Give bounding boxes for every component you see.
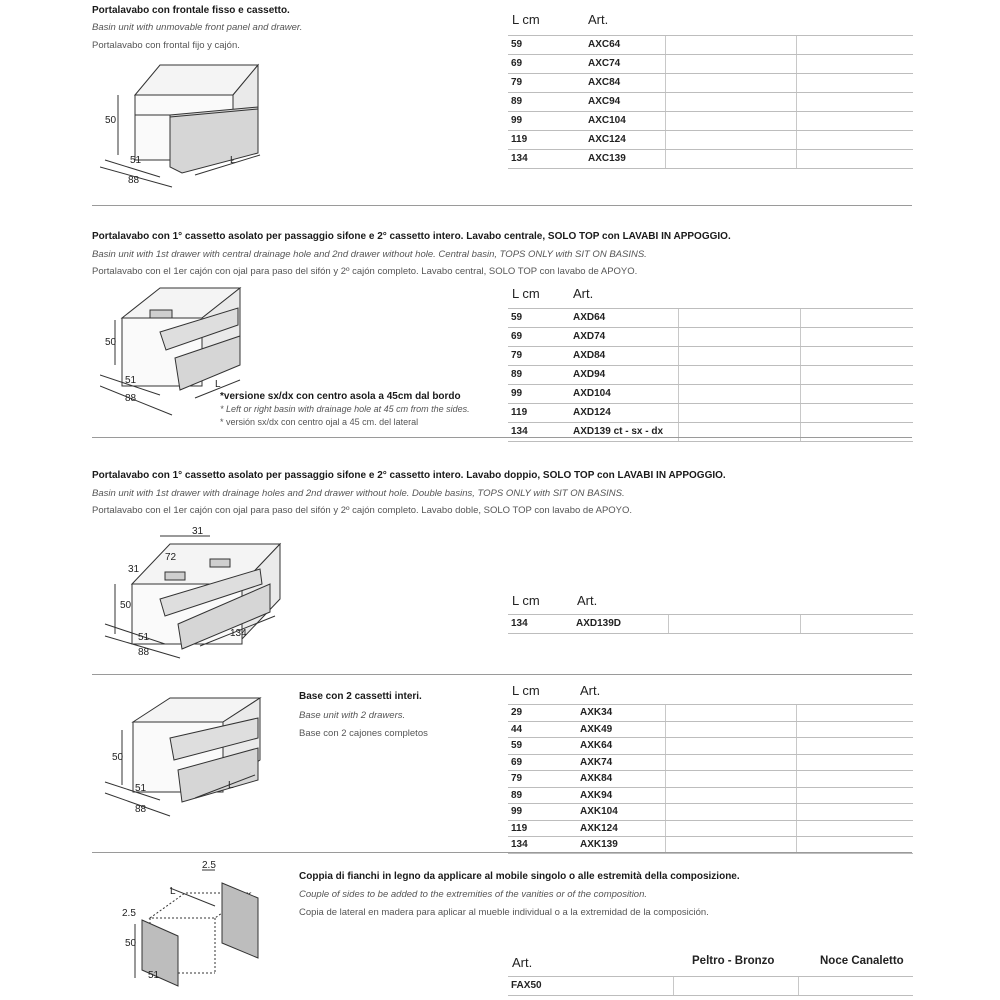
section-subtitle-en: Basin unit with 1st drawer with central drainage hole and 2nd drawer without hole. Central basin, TOPS ONLY with SIT ON BASINS.	[92, 249, 647, 260]
col-header-l: L cm	[512, 12, 540, 27]
side-panels-drawing	[110, 858, 270, 988]
section-title: Coppia di fianchi in legno da applicare al mobile singolo o alle estremità della composizione.	[299, 871, 740, 882]
dim-length: L	[228, 780, 234, 791]
dim-depth: 51	[125, 375, 137, 386]
dim-length: L	[230, 155, 236, 166]
note-it: *versione sx/dx con centro asola a 45cm dal bordo	[220, 391, 461, 402]
table-row: 69 AXC74	[508, 54, 913, 73]
dim-width: 88	[128, 175, 140, 186]
cabinet-drawing	[100, 55, 280, 190]
note-es: * versión sx/dx con centro ojal a 45 cm. del lateral	[220, 417, 419, 427]
col-header-finish-1: Peltro - Bronzo	[692, 955, 775, 967]
table-row: 119 AXD124	[508, 403, 913, 422]
table-row: 134 AXC139	[508, 149, 913, 169]
col-header-art: Art.	[580, 683, 601, 698]
table-row: 99 AXC104	[508, 111, 913, 130]
article-table	[508, 308, 913, 442]
table-row: FAX50	[508, 976, 913, 996]
col-header-art: Art.	[573, 286, 594, 301]
dim-b: 72	[165, 552, 177, 563]
section-title: Portalavabo con 1° cassetto asolato per passaggio sifone e 2° cassetto intero. Lavabo centrale, SOLO TOP con LAVABI IN APPOGGIO.	[92, 231, 731, 242]
table-row: 69 AXD74	[508, 327, 913, 346]
col-header-finish-2: Noce Canaletto	[820, 955, 904, 967]
table-row: 89 AXK94	[508, 787, 913, 804]
table-row: 44 AXK49	[508, 721, 913, 738]
dim-depth: 51	[135, 783, 147, 794]
dim-width: 88	[135, 804, 147, 815]
section-subtitle-en: Basin unit with 1st drawer with drainage holes and 2nd drawer without hole. Double basins, TOPS ONLY with SIT ON BASINS.	[92, 488, 625, 499]
section-divider	[92, 205, 912, 206]
cabinet-drawing	[100, 524, 300, 659]
dim-height: 50	[112, 752, 124, 763]
article-table	[508, 704, 913, 854]
cabinet-drawing	[100, 690, 275, 820]
section-subtitle-en: Couple of sides to be added to the extremities of the vanities or of the composition.	[299, 889, 648, 900]
col-header-l: L cm	[512, 286, 540, 301]
table-row: 59 AXK64	[508, 737, 913, 754]
table-row: 29 AXK34	[508, 704, 913, 721]
table-row: 134 AXD139D	[508, 614, 913, 634]
dim-height: 50	[125, 938, 137, 949]
table-row: 79 AXC84	[508, 73, 913, 92]
dim-width: 88	[125, 393, 137, 404]
dim-c: 31	[192, 526, 204, 537]
table-row: 69 AXK74	[508, 754, 913, 771]
table-row: 79 AXK84	[508, 770, 913, 787]
dim-thickness-top: 2.5	[202, 860, 216, 871]
section-title: Base con 2 cassetti interi.	[299, 691, 422, 702]
section-divider	[92, 674, 912, 675]
section-subtitle-es: Portalavabo con frontal fijo y cajón.	[92, 40, 240, 51]
article-table	[508, 976, 913, 996]
table-row: 99 AXD104	[508, 384, 913, 403]
table-row: 134 AXK139	[508, 836, 913, 854]
table-row: 89 AXC94	[508, 92, 913, 111]
table-row: 59 AXC64	[508, 35, 913, 54]
article-table	[508, 35, 913, 169]
dim-depth: 51	[130, 155, 142, 166]
article-table	[508, 614, 913, 634]
dim-height: 50	[120, 600, 132, 611]
col-header-art: Art.	[577, 593, 598, 608]
table-row: 59 AXD64	[508, 308, 913, 327]
section-subtitle-es: Portalavabo con el 1er cajón con ojal para paso del sifón y 2º cajón completo. Lavabo doble, SOLO TOP con lavabo de APOYO.	[92, 505, 633, 516]
table-row: 99 AXK104	[508, 803, 913, 820]
col-header-art: Art.	[512, 955, 533, 970]
col-header-art: Art.	[588, 12, 609, 27]
dim-length: 134	[230, 628, 247, 639]
dim-thickness-left: 2.5	[122, 908, 136, 919]
table-row: 134 AXD139 ct - sx - dx	[508, 422, 913, 442]
dim-depth: 51	[148, 970, 160, 981]
section-divider	[92, 852, 912, 853]
section-subtitle-en: Basin unit with unmovable front panel and drawer.	[92, 22, 303, 33]
dim-height: 50	[105, 115, 117, 126]
note-en: * Left or right basin with drainage hole at 45 cm from the sides.	[220, 404, 470, 414]
dim-a: 31	[128, 564, 140, 575]
table-row: 89 AXD94	[508, 365, 913, 384]
col-header-l: L cm	[512, 593, 540, 608]
section-divider	[92, 437, 912, 438]
dim-width: 88	[138, 647, 150, 658]
table-row: 119 AXC124	[508, 130, 913, 149]
dim-length: L	[170, 886, 176, 897]
table-row: 79 AXD84	[508, 346, 913, 365]
section-subtitle-es: Portalavabo con el 1er cajón con ojal para paso del sifón y 2º cajón completo. Lavabo central, SOLO TOP con lavabo de APOYO.	[92, 266, 638, 277]
dim-height: 50	[105, 337, 117, 348]
dim-depth: 51	[138, 632, 150, 643]
col-header-l: L cm	[512, 683, 540, 698]
section-subtitle-es: Base con 2 cajones completos	[299, 728, 428, 739]
section-subtitle-en: Base unit with 2 drawers.	[299, 710, 406, 721]
section-subtitle-es: Copia de lateral en madera para aplicar al mueble individual o a la extremidad de la composición.	[299, 907, 709, 918]
dim-length: L	[215, 379, 221, 390]
section-title: Portalavabo con frontale fisso e cassetto.	[92, 5, 290, 16]
table-row: 119 AXK124	[508, 820, 913, 837]
section-title: Portalavabo con 1° cassetto asolato per passaggio sifone e 2° cassetto intero. Lavabo doppio, SOLO TOP con LAVABI IN APPOGGIO.	[92, 470, 726, 481]
